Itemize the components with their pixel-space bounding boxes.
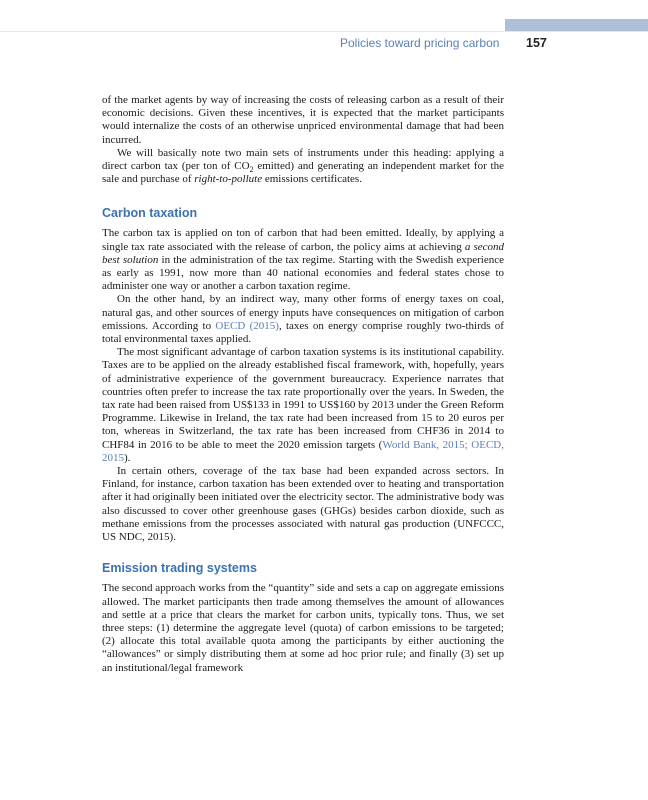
- header-rule: [0, 31, 648, 32]
- paragraph: On the other hand, by an indirect way, many other forms of energy taxes on coal, natural gas, and other sources of energy inputs have consequences on mitigation of carbon emissions. According to OECD (2015), taxes on energy comprise roughly two-thirds of total environmental taxes applied.: [102, 293, 504, 346]
- running-header: [340, 36, 610, 54]
- paragraph: We will basically note two main sets of instruments under this heading: applying a direct carbon tax (per ton of $CO_2$ emitted) and generating an independent market for the sale and purchase of right-to-pollute emissions certificates.: [102, 146, 504, 186]
- section-heading-emission-trading: Emission trading systems: [102, 561, 257, 576]
- section-heading-carbon-taxation: Carbon taxation: [102, 206, 198, 221]
- citation-link-oecd[interactable]: OECD (2015): [215, 319, 279, 332]
- page-body: [102, 94, 504, 675]
- page-number: 157: [526, 36, 547, 50]
- paragraph: The second approach works from the “quantity” side and sets a cap on aggregate emissions allowed. The market participants then trade among themselves the amount of allowances and settle at a price that clears the market for carbon units, typically tons. Thus, we set three steps: (1) determine the aggregate level (quota) of carbon emissions to be targeted; (2) allocate this total available quota among the participants by either auctioning the “allowances” or simply distributing them at some ad hoc prior rule; and finally (3) set up an institutional/legal framework: [102, 582, 504, 674]
- citation-link-worldbank-oecd[interactable]: World Bank, 2015; OECD, 2015: [102, 438, 504, 464]
- running-title: Policies toward pricing carbon: [340, 36, 500, 50]
- paragraph: In certain others, coverage of the tax base had been expanded across sectors. In Finland, for instance, carbon taxation has been extended over to heating and transportation after it had originally been initiated over the electricity sector. The administrative body was also discussed to cover other greenhouse gases (GHGs) besides carbon dioxide, such as methane emissions from the processes associated with natural gas production (UNFCCC, US NDC, 2015).: [102, 465, 504, 544]
- paragraph: The most significant advantage of carbon taxation systems is its institutional capability. Taxes are to be applied on the already established fiscal framework, with, hopefully, years of administrative experience of the government bureaucracy. Experience narrates that countries often prefer to increase the tax rate proportionally over the years. In Sweden, the tax rate had been raised from US$133 in 1991 to US$160 by 2013 under the Green Reform Programme. Likewise in Ireland, the tax rate had been increased from 15 to 20 euros per ton, whereas in Switzerland, the tax rate has been increased from CHF36 in 2014 to CHF84 in 2016 to be able to meet the 2020 emission targets (World Bank, 2015; OECD, 2015).: [102, 346, 504, 464]
- header-accent-bar: [505, 19, 648, 31]
- paragraph: of the market agents by way of increasing the costs of releasing carbon as a result of their economic decisions. Given these incentives, it is expected that the market participants would internalize the costs of an otherwise unpriced environmental damage that had been incurred.: [102, 94, 504, 146]
- paragraph: The carbon tax is applied on ton of carbon that had been emitted. Ideally, by applying a single tax rate associated with the release of carbon, the policy aims at achieving a second best solution in the administration of the tax regime. Starting with the Swedish experience as early as 1991, now more than 40 national economies and federal states chose to administer one way or another a carbon taxation regime.: [102, 227, 505, 293]
